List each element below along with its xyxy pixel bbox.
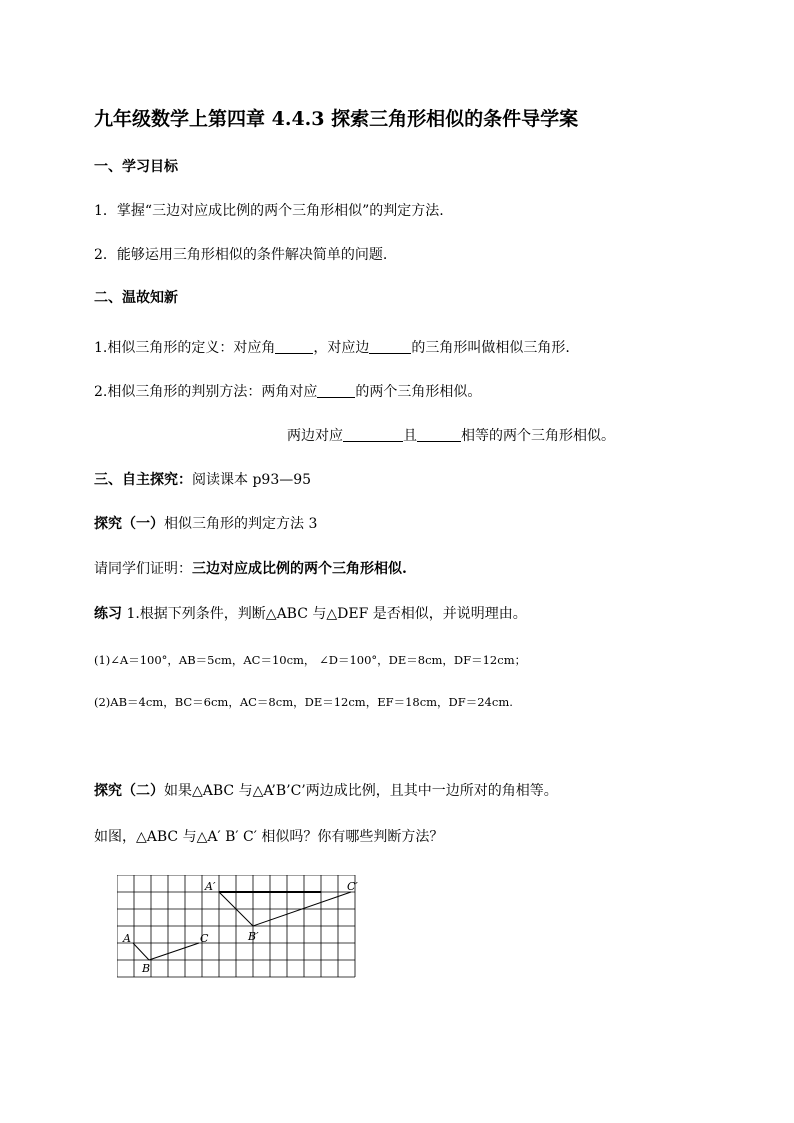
practice-condition-1: (1)∠A＝100°，AB＝5cm，AC＝10cm， ∠D＝100°，DE＝8cm，DF＝12cm；: [94, 653, 527, 667]
segment-ab: [133, 943, 149, 960]
label-b-prime: B′: [248, 930, 259, 943]
label-a-prime: A′: [205, 880, 216, 893]
objective-item-1: 1．掌握“三边对应成比例的两个三角形相似”的判定方法.: [94, 203, 444, 219]
review-question-2: [94, 383, 481, 401]
triangle-grid-figure: [117, 875, 367, 985]
prove-prefix: 请同学们证明：: [94, 561, 192, 577]
review-question-3: [287, 427, 615, 445]
review-q2-suffix: 的两个三角形相似。: [355, 384, 482, 400]
grid-lines: [117, 875, 355, 977]
blank-field[interactable]: [369, 339, 411, 354]
practice-line: [94, 605, 527, 623]
figure-question: 如图，△ABC 与△A′ B′ C′ 相似吗？你有哪些判断方法？: [94, 829, 444, 845]
explore-1-line: [94, 515, 317, 533]
prove-statement: 三边对应成比例的两个三角形相似.: [192, 561, 407, 577]
self-study-line: [94, 471, 311, 489]
explore-1-label: 探究（一）: [94, 516, 164, 532]
practice-condition-2: (2)AB＝4cm，BC＝6cm，AC＝8cm，DE＝12cm，EF＝18cm，DF＝24cm.: [94, 695, 513, 709]
label-c-prime: C′: [347, 880, 358, 893]
reading-assignment: 阅读课本 p93—95: [192, 472, 312, 488]
review-q2-prefix: 2.相似三角形的判别方法：两角对应: [94, 384, 318, 400]
explore-2-text: 如果△ABC 与△A’B’C’两边成比例，且其中一边所对的角相等。: [164, 783, 558, 799]
label-c: C: [200, 932, 209, 945]
section-heading-objectives: 一、学习目标: [94, 159, 178, 175]
review-q1-prefix: 1.相似三角形的定义：对应角: [94, 340, 276, 356]
label-b: B: [142, 962, 151, 975]
explore-2-line: [94, 782, 558, 800]
review-q3-mid: 且: [403, 428, 417, 444]
page-title: 九年级数学上第四章 4.4.3 探索三角形相似的条件导学案: [94, 108, 579, 130]
practice-text: 1.根据下列条件，判断△ABC 与△DEF 是否相似，并说明理由。: [126, 606, 527, 622]
section-heading-review: 二、温故知新: [94, 290, 178, 306]
section-heading-explore: 三、自主探究：: [94, 472, 192, 488]
practice-label: 练习: [94, 606, 122, 622]
explore-1-text: 相似三角形的判定方法 3: [164, 516, 318, 532]
explore-2-label: 探究（二）: [94, 783, 164, 799]
blank-field[interactable]: [275, 339, 313, 354]
objective-item-2: 2．能够运用三角形相似的条件解决简单的问题.: [94, 247, 388, 263]
blank-field[interactable]: [317, 383, 355, 398]
prove-line: [94, 560, 407, 578]
review-q1-mid: ，对应边: [313, 340, 370, 356]
review-q3-suffix: 相等的两个三角形相似。: [461, 428, 615, 444]
review-question-1: [94, 339, 570, 357]
review-q3-prefix: 两边对应: [287, 428, 343, 444]
review-q1-suffix: 的三角形叫做相似三角形.: [411, 340, 570, 356]
segment-bc: [149, 943, 199, 960]
blank-field[interactable]: [343, 427, 403, 442]
label-a: A: [123, 932, 131, 945]
triangle-abc: [133, 943, 199, 960]
blank-field[interactable]: [417, 427, 461, 442]
